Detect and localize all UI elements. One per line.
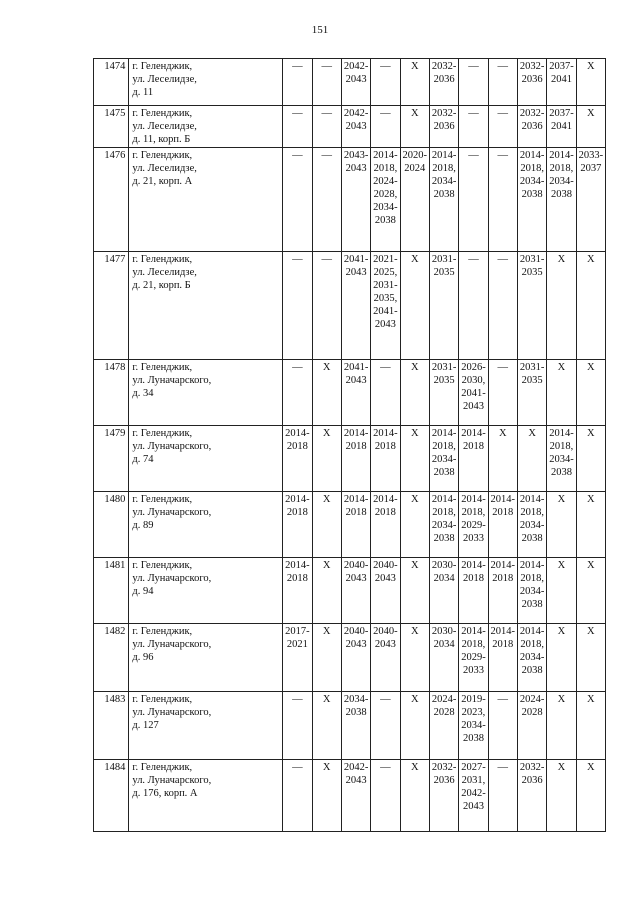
period-cell: 2019- 2023, 2034- 2038 <box>459 692 488 760</box>
row-number: 1483 <box>94 692 129 760</box>
address-cell: г. Геленджик, ул. Луначарского, д. 89 <box>129 492 283 558</box>
period-cell: Х <box>576 624 605 692</box>
period-cell: Х <box>576 692 605 760</box>
address-cell: г. Геленджик, ул. Луначарского, д. 176, корп. А <box>129 760 283 832</box>
period-cell: 2037- 2041 <box>547 106 576 148</box>
period-cell: 2040- 2043 <box>341 624 370 692</box>
period-cell: 2014- 2018, 2034- 2038 <box>429 492 458 558</box>
period-cell: 2031- 2035 <box>517 360 546 426</box>
period-cell: Х <box>576 360 605 426</box>
period-cell: — <box>283 360 312 426</box>
row-number: 1480 <box>94 492 129 558</box>
period-cell: 2041- 2043 <box>341 252 370 360</box>
period-cell: Х <box>488 426 517 492</box>
period-cell: 2034- 2038 <box>341 692 370 760</box>
period-cell: Х <box>547 492 576 558</box>
row-number: 1481 <box>94 558 129 624</box>
period-cell: Х <box>547 252 576 360</box>
row-number: 1478 <box>94 360 129 426</box>
period-cell: 2027- 2031, 2042- 2043 <box>459 760 488 832</box>
period-cell: 2014- 2018, 2034- 2038 <box>517 624 546 692</box>
registry-table <box>93 58 606 832</box>
period-cell: Х <box>400 760 429 832</box>
address-cell: г. Геленджик, ул. Леселидзе, д. 21, корп. А <box>129 148 283 252</box>
period-cell: 2014- 2018, 2029- 2033 <box>459 492 488 558</box>
period-cell: Х <box>312 558 341 624</box>
period-cell: 2014- 2018 <box>341 492 370 558</box>
period-cell: 2014- 2018 <box>488 492 517 558</box>
period-cell: 2040- 2043 <box>371 558 400 624</box>
period-cell: 2014- 2018, 2034- 2038 <box>547 148 576 252</box>
row-number: 1476 <box>94 148 129 252</box>
period-cell: Х <box>400 558 429 624</box>
period-cell: — <box>459 148 488 252</box>
period-cell: Х <box>400 252 429 360</box>
period-cell: 2031- 2035 <box>429 252 458 360</box>
row-number: 1484 <box>94 760 129 832</box>
period-cell: — <box>312 59 341 106</box>
period-cell: — <box>283 760 312 832</box>
period-cell: Х <box>576 252 605 360</box>
period-cell: Х <box>576 59 605 106</box>
period-cell: — <box>488 760 517 832</box>
address-cell: г. Геленджик, ул. Луначарского, д. 34 <box>129 360 283 426</box>
period-cell: Х <box>576 426 605 492</box>
period-cell: — <box>371 360 400 426</box>
period-cell: 2021- 2025, 2031- 2035, 2041- 2043 <box>371 252 400 360</box>
table-row <box>94 492 606 558</box>
period-cell: 2033- 2037 <box>576 148 605 252</box>
period-cell: 2030- 2034 <box>429 624 458 692</box>
address-cell: г. Геленджик, ул. Леселидзе, д. 11 <box>129 59 283 106</box>
row-number: 1479 <box>94 426 129 492</box>
period-cell: 2032- 2036 <box>517 106 546 148</box>
period-cell: — <box>459 59 488 106</box>
row-number: 1474 <box>94 59 129 106</box>
table-row <box>94 760 606 832</box>
period-cell: — <box>312 148 341 252</box>
period-cell: 2024- 2028 <box>429 692 458 760</box>
period-cell: Х <box>547 360 576 426</box>
period-cell: — <box>459 106 488 148</box>
period-cell: 2031- 2035 <box>429 360 458 426</box>
period-cell: Х <box>312 624 341 692</box>
period-cell: 2014- 2018, 2034- 2038 <box>517 492 546 558</box>
period-cell: 2042- 2043 <box>341 59 370 106</box>
period-cell: 2032- 2036 <box>517 760 546 832</box>
period-cell: 2014- 2018, 2034- 2038 <box>517 148 546 252</box>
table-row <box>94 148 606 252</box>
period-cell: Х <box>312 492 341 558</box>
period-cell: 2040- 2043 <box>341 558 370 624</box>
period-cell: 2014- 2018 <box>283 426 312 492</box>
address-cell: г. Геленджик, ул. Леселидзе, д. 11, корп. Б <box>129 106 283 148</box>
period-cell: 2014- 2018 <box>371 492 400 558</box>
period-cell: — <box>488 252 517 360</box>
page-number: 151 <box>311 24 329 36</box>
address-cell: г. Геленджик, ул. Леселидзе, д. 21, корп. Б <box>129 252 283 360</box>
period-cell: 2041- 2043 <box>341 360 370 426</box>
period-cell: Х <box>547 760 576 832</box>
row-number: 1482 <box>94 624 129 692</box>
period-cell: 2040- 2043 <box>371 624 400 692</box>
period-cell: Х <box>312 360 341 426</box>
period-cell: — <box>488 59 517 106</box>
address-cell: г. Геленджик, ул. Луначарского, д. 127 <box>129 692 283 760</box>
table-row <box>94 558 606 624</box>
period-cell: — <box>283 692 312 760</box>
period-cell: — <box>459 252 488 360</box>
period-cell: Х <box>576 492 605 558</box>
period-cell: 2014- 2018, 2029- 2033 <box>459 624 488 692</box>
period-cell: 2014- 2018 <box>488 624 517 692</box>
period-cell: 2020- 2024 <box>400 148 429 252</box>
address-cell: г. Геленджик, ул. Луначарского, д. 96 <box>129 624 283 692</box>
period-cell: 2030- 2034 <box>429 558 458 624</box>
period-cell: 2032- 2036 <box>517 59 546 106</box>
table-row <box>94 426 606 492</box>
period-cell: 2032- 2036 <box>429 59 458 106</box>
table-row <box>94 106 606 148</box>
period-cell: Х <box>400 106 429 148</box>
period-cell: Х <box>400 360 429 426</box>
period-cell: Х <box>400 59 429 106</box>
period-cell: 2031- 2035 <box>517 252 546 360</box>
period-cell: 2014- 2018 <box>459 426 488 492</box>
table-row <box>94 252 606 360</box>
period-cell: 2026- 2030, 2041- 2043 <box>459 360 488 426</box>
period-cell: — <box>312 106 341 148</box>
period-cell: Х <box>517 426 546 492</box>
period-cell: Х <box>400 624 429 692</box>
table-row <box>94 624 606 692</box>
table-row <box>94 692 606 760</box>
table-row <box>94 59 606 106</box>
period-cell: — <box>371 692 400 760</box>
period-cell: — <box>283 148 312 252</box>
address-cell: г. Геленджик, ул. Луначарского, д. 94 <box>129 558 283 624</box>
period-cell: 2014- 2018 <box>283 492 312 558</box>
period-cell: Х <box>576 558 605 624</box>
period-cell: Х <box>312 760 341 832</box>
period-cell: — <box>371 106 400 148</box>
period-cell: — <box>312 252 341 360</box>
registry-body <box>94 59 606 832</box>
period-cell: — <box>283 106 312 148</box>
period-cell: — <box>488 106 517 148</box>
period-cell: Х <box>576 760 605 832</box>
period-cell: Х <box>576 106 605 148</box>
period-cell: Х <box>547 558 576 624</box>
period-cell: 2042- 2043 <box>341 106 370 148</box>
period-cell: 2037- 2041 <box>547 59 576 106</box>
period-cell: Х <box>312 692 341 760</box>
period-cell: — <box>488 692 517 760</box>
period-cell: — <box>371 59 400 106</box>
period-cell: 2032- 2036 <box>429 106 458 148</box>
period-cell: 2014- 2018 <box>459 558 488 624</box>
period-cell: — <box>488 360 517 426</box>
period-cell: 2014- 2018 <box>283 558 312 624</box>
period-cell: Х <box>547 624 576 692</box>
period-cell: — <box>488 148 517 252</box>
period-cell: 2014- 2018, 2034- 2038 <box>429 148 458 252</box>
table-row <box>94 360 606 426</box>
period-cell: 2014- 2018, 2034- 2038 <box>429 426 458 492</box>
period-cell: 2014- 2018 <box>488 558 517 624</box>
period-cell: Х <box>547 692 576 760</box>
period-cell: Х <box>400 426 429 492</box>
period-cell: — <box>283 59 312 106</box>
period-cell: Х <box>400 692 429 760</box>
period-cell: 2024- 2028 <box>517 692 546 760</box>
period-cell: — <box>283 252 312 360</box>
period-cell: 2032- 2036 <box>429 760 458 832</box>
period-cell: 2014- 2018 <box>371 426 400 492</box>
period-cell: Х <box>400 492 429 558</box>
period-cell: 2014- 2018, 2034- 2038 <box>547 426 576 492</box>
row-number: 1477 <box>94 252 129 360</box>
period-cell: 2014- 2018, 2024- 2028, 2034- 2038 <box>371 148 400 252</box>
period-cell: Х <box>312 426 341 492</box>
period-cell: 2014- 2018, 2034- 2038 <box>517 558 546 624</box>
period-cell: 2043- 2043 <box>341 148 370 252</box>
period-cell: 2014- 2018 <box>341 426 370 492</box>
period-cell: 2017- 2021 <box>283 624 312 692</box>
period-cell: 2042- 2043 <box>341 760 370 832</box>
address-cell: г. Геленджик, ул. Луначарского, д. 74 <box>129 426 283 492</box>
row-number: 1475 <box>94 106 129 148</box>
period-cell: — <box>371 760 400 832</box>
